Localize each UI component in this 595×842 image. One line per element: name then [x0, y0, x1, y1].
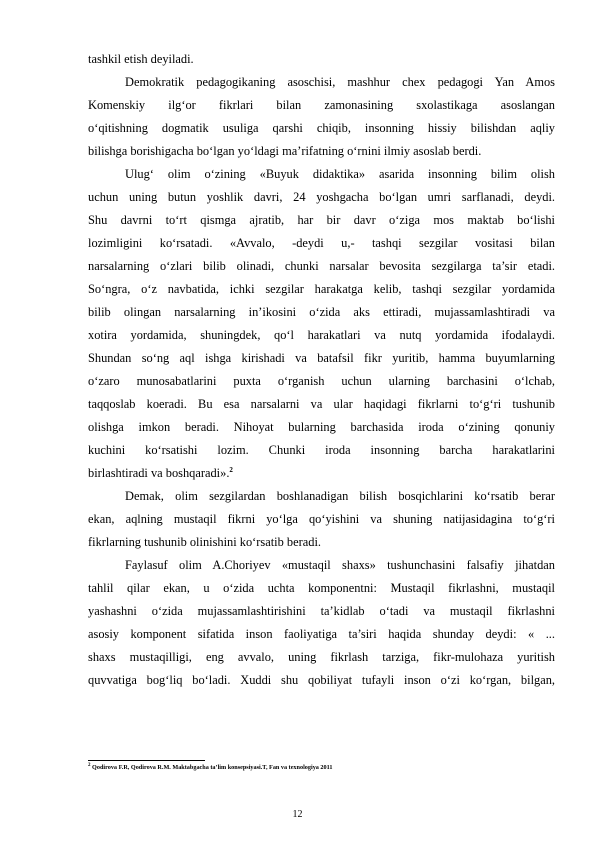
text-line-content: tashkil etish deyiladi.	[88, 52, 194, 66]
text-line	[88, 577, 555, 600]
text-line	[88, 600, 555, 623]
page-number: 12	[292, 809, 303, 820]
text-line	[88, 163, 555, 186]
text-line	[88, 232, 555, 255]
text-line-content: xotira yordamida, shuningdek, qo‘l harakatlari va nutq yordamida ifodalaydi.	[88, 328, 555, 342]
text-line-content: Shundan so‘ng aql ishga kirishadi va batafsil fikr yuritib, hamma buyumlarning	[88, 351, 555, 365]
text-line-content: shaxs mustaqilligi, eng avvalo, uning fikrlash tarziga, fikr-mulohaza yuritish	[88, 650, 555, 664]
text-line	[88, 416, 555, 439]
text-line	[88, 669, 555, 692]
text-line-content: Shu davrni to‘rt qismga ajratib, har bir davr o‘ziga mos maktab bo‘lishi	[88, 213, 555, 227]
text-line	[88, 531, 555, 554]
text-line-content: o‘zaro munosabatlarini puxta o‘rganish uchun ularning barchasini o‘lchab,	[88, 374, 555, 388]
text-line	[88, 439, 555, 462]
text-line	[88, 554, 555, 577]
text-line-content: tahlil qilar ekan, u o‘zida uchta komponentni: Mustaqil fikrlashni, mustaqil	[88, 581, 555, 595]
text-line	[88, 485, 555, 508]
text-line	[88, 462, 555, 485]
text-line	[88, 186, 555, 209]
footnote-reference: 2	[229, 465, 233, 474]
text-line	[88, 347, 555, 370]
text-line-content: asosiy komponent sifatida inson faoliyatiga ta’siri haqida shunday deydi: « ...	[88, 627, 555, 641]
text-line-content: Ulug‘ olim o‘zining «Buyuk didaktika» asarida insonning bilim olish	[125, 167, 555, 181]
text-line	[88, 646, 555, 669]
text-line	[88, 370, 555, 393]
text-line	[88, 324, 555, 347]
text-line	[88, 393, 555, 416]
text-line-content: o‘qitishning dogmatik usuliga qarshi chiqib, insonning hissiy bilishdan aqliy	[88, 121, 555, 135]
text-line-content: birlashtiradi va boshqaradi».	[88, 466, 230, 480]
text-line-content: uchun uning butun yoshlik davri, 24 yoshgacha bo‘lgan umri sarflanadi, deydi.	[88, 190, 555, 204]
text-line	[88, 301, 555, 324]
text-line-content: Demak, olim sezgilardan boshlanadigan bilish bosqichlarini ko‘rsatib berar	[125, 489, 555, 503]
text-line-content: bilib olingan narsalarning in’ikosini o‘zida aks ettiradi, mujassamlashtiradi va	[88, 305, 555, 319]
text-line-content: olishga imkon beradi. Nihoyat bularning barchasida iroda o‘zining qonuniy	[88, 420, 555, 434]
text-line-content: So‘ngra, o‘z navbatida, ichki sezgilar harakatga kelib, tashqi sezgilar yordamida	[88, 282, 555, 296]
text-line-content: Demokratik pedagogikaning asoschisi, mashhur chex pedagogi Yan Amos	[125, 75, 555, 89]
text-line-content: fikrlarning tushunib olinishini ko‘rsatib beradi.	[88, 535, 321, 549]
text-line	[88, 140, 555, 163]
text-line-content: lozimligini ko‘rsatadi. «Avvalo, -deydi u,- tashqi sezgilar vositasi bilan	[88, 236, 555, 250]
text-line	[88, 117, 555, 140]
text-line-content: yashashni o‘zida mujassamlashtirishini ta’kidlab o‘tadi va mustaqil fikrlashni	[88, 604, 555, 618]
text-line-content: ekan, aqlning mustaqil fikrni yo‘lga qo‘yishini va shuning natijasidagina to‘g‘ri	[88, 512, 555, 526]
page-body	[88, 48, 555, 692]
text-line	[88, 255, 555, 278]
text-line-content: Faylasuf olim A.Choriyev «mustaqil shaxs» tushunchasini falsafiy jihatdan	[125, 558, 555, 572]
text-line	[88, 278, 555, 301]
text-line-content: quvvatiga bog‘liq bo‘ladi. Xuddi shu qobiliyat tufayli inson o‘zi ko‘rgan, bilgan,	[88, 673, 555, 687]
footnote-text: Qodirova F.R, Qodirova R.M. Maktabgacha ta’lim konsepsiyasi.T, Fan va texnologiya 2011	[92, 764, 333, 771]
text-line	[88, 94, 555, 117]
footnote-divider	[88, 760, 205, 761]
text-line-content: kuchini ko‘rsatishi lozim. Chunki iroda insonning barcha harakatlarini	[88, 443, 555, 457]
text-line	[88, 48, 555, 71]
text-line-content: narsalarning o‘zlari bilib olinadi, chunki narsalar bevosita sezgilarga ta’sir etadi.	[88, 259, 555, 273]
footnote-number: 2	[88, 762, 91, 768]
text-line	[88, 623, 555, 646]
footnote	[88, 763, 332, 773]
text-line-content: Komenskiy ilg‘or fikrlari bilan zamonasining sxolastikaga asoslangan	[88, 98, 555, 112]
text-line-content: taqqoslab koeradi. Bu esa narsalarni va ular haqidagi fikrlarni to‘g‘ri tushunib	[88, 397, 555, 411]
text-line-content: bilishga borishigacha bo‘lgan yo‘ldagi ma’rifatning o‘rnini ilmiy asoslab berdi.	[88, 144, 482, 158]
text-line	[88, 209, 555, 232]
text-line	[88, 71, 555, 94]
text-line	[88, 508, 555, 531]
